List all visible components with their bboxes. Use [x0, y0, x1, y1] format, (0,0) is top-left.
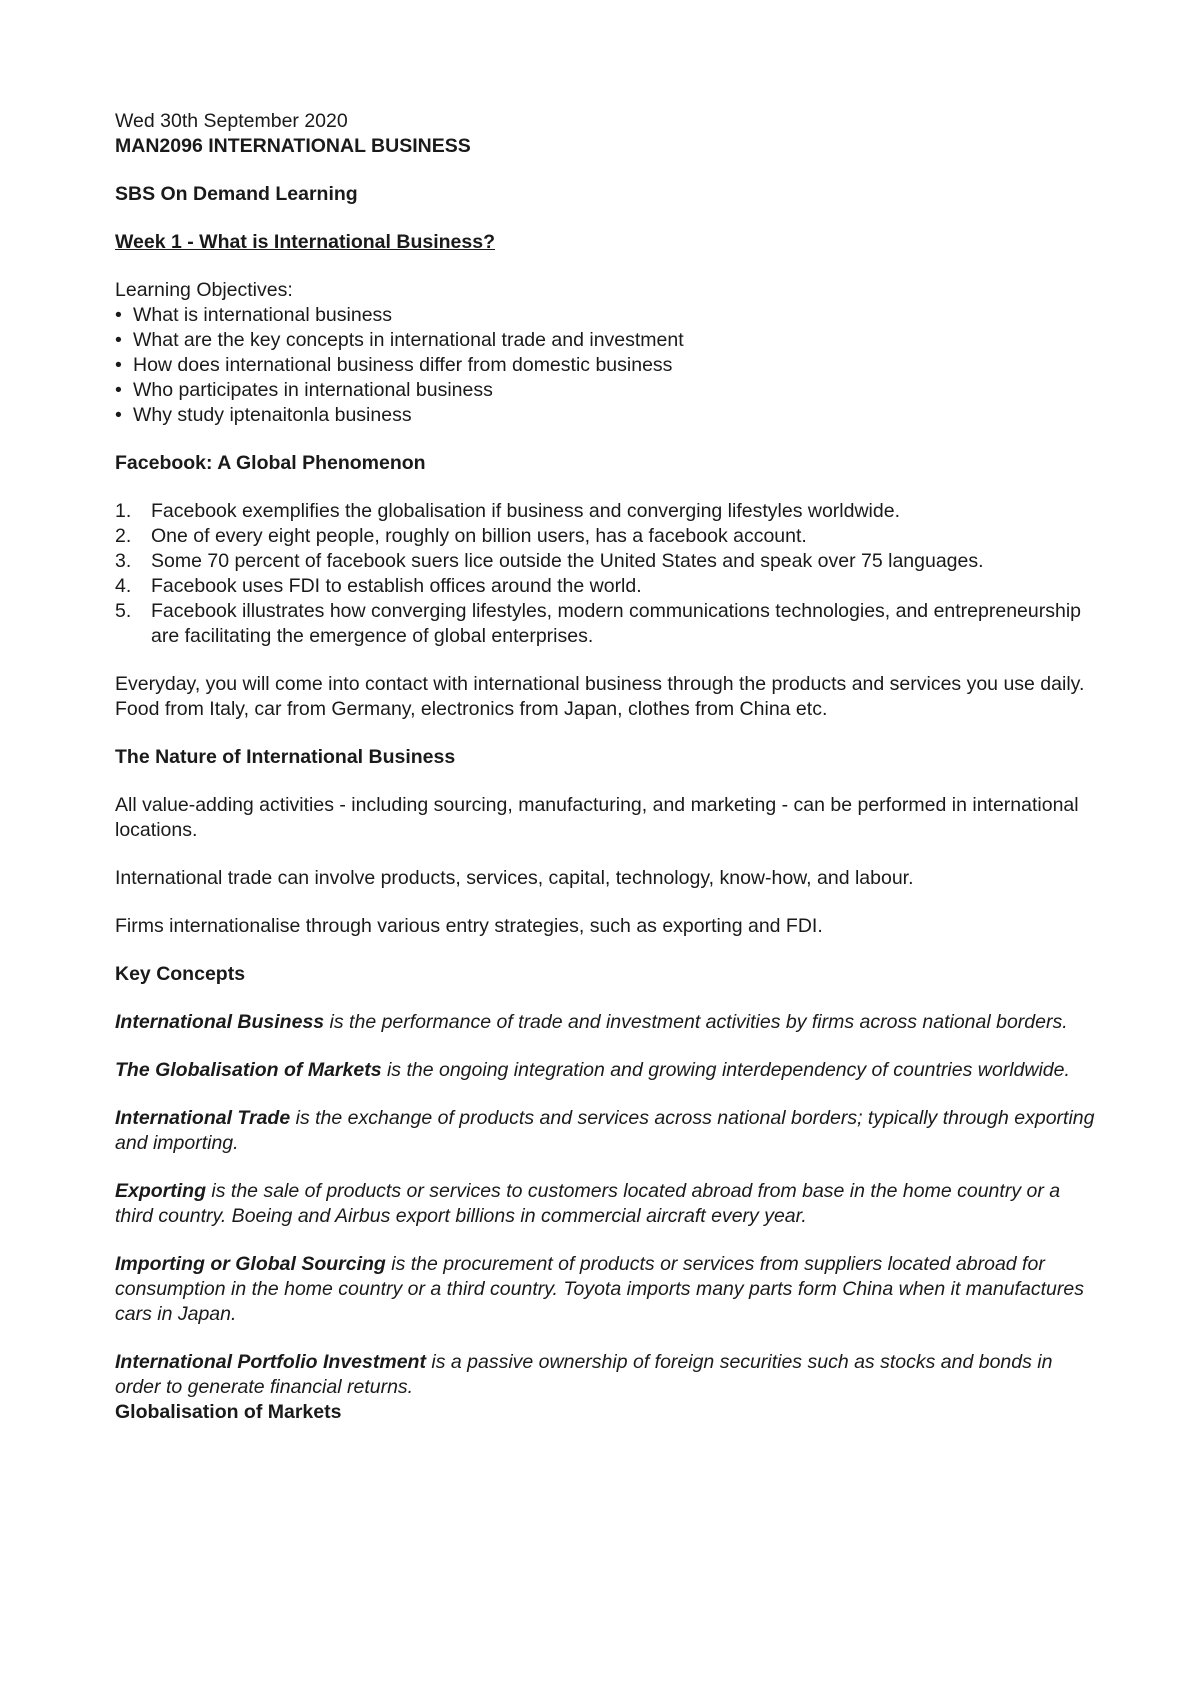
list-item: 1. Facebook exemplifies the globalisation if business and converging lifestyles worldwide.	[115, 500, 900, 522]
concept-portfolio-investment: International Portfolio Investment is a passive ownership of foreign securities such as stocks and bonds in order to generate financial returns.	[115, 1351, 1053, 1398]
list-item: • How does international business differ from domestic business	[115, 354, 673, 376]
bullet-icon: •	[115, 304, 122, 326]
list-item: • Who participates in international business	[115, 379, 493, 401]
concept-exporting: Exporting is the sale of products or services to customers located abroad from base in the home country or a third country. Boeing and Airbus export billions in commercial aircraft every year.	[115, 1180, 1061, 1227]
nature-paragraph: Firms internationalise through various entry strategies, such as exporting and FDI.	[115, 915, 823, 937]
key-concepts-heading: Key Concepts	[115, 963, 246, 985]
list-item: • Why study iptenaitonla business	[115, 404, 412, 426]
objectives-list	[115, 303, 1095, 428]
list-item: 3. Some 70 percent of facebook suers lice outside the United States and speak over 75 languages.	[115, 550, 984, 572]
nature-heading: The Nature of International Business	[115, 746, 456, 768]
concept-international-trade: International Trade is the exchange of products and services across national borders; typically through exporting and importing.	[115, 1107, 1095, 1154]
nature-paragraph: All value-adding activities - including sourcing, manufacturing, and marketing - can be performed in international locations.	[115, 794, 1079, 841]
bullet-icon: •	[115, 379, 122, 401]
concept-globalisation-of-markets: The Globalisation of Markets is the ongoing integration and growing interdependency of countries worldwide.	[115, 1059, 1070, 1081]
list-item: 5. Facebook illustrates how converging lifestyles, modern communications technologies, and entrepreneurship are facilitating the emergence of global enterprises.	[115, 600, 1082, 647]
facebook-heading: Facebook: A Global Phenomenon	[115, 452, 426, 474]
objectives-heading: Learning Objectives:	[115, 279, 293, 301]
list-item: • What is international business	[115, 304, 393, 326]
document-page	[115, 109, 1095, 1425]
bullet-icon: •	[115, 354, 122, 376]
subtitle: SBS On Demand Learning	[115, 183, 358, 205]
concept-international-business: International Business is the performance of trade and investment activities by firms across national borders.	[115, 1011, 1068, 1033]
list-item: 2. One of every eight people, roughly on billion users, has a facebook account.	[115, 525, 807, 547]
concept-importing: Importing or Global Sourcing is the procurement of products or services from suppliers located abroad for consumption in the home country or a third country. Toyota imports many parts form China when it manufactures cars in Japan.	[115, 1253, 1084, 1325]
nature-paragraph: International trade can involve products, services, capital, technology, know-how, and labour.	[115, 867, 914, 889]
week-title: Week 1 - What is International Business?	[115, 231, 495, 253]
date-line: Wed 30th September 2020	[115, 110, 348, 132]
facebook-list	[115, 499, 1095, 649]
bullet-icon: •	[115, 404, 122, 426]
course-title: MAN2096 INTERNATIONAL BUSINESS	[115, 135, 471, 157]
everyday-paragraph: Everyday, you will come into contact with international business through the products and services you use daily. Food from Italy, car from Germany, electronics from Japan, clothes from China etc.	[115, 673, 1085, 720]
list-item: 4. Facebook uses FDI to establish offices around the world.	[115, 575, 642, 597]
bullet-icon: •	[115, 329, 122, 351]
list-item: • What are the key concepts in international trade and investment	[115, 329, 684, 351]
globalisation-heading: Globalisation of Markets	[115, 1401, 342, 1423]
